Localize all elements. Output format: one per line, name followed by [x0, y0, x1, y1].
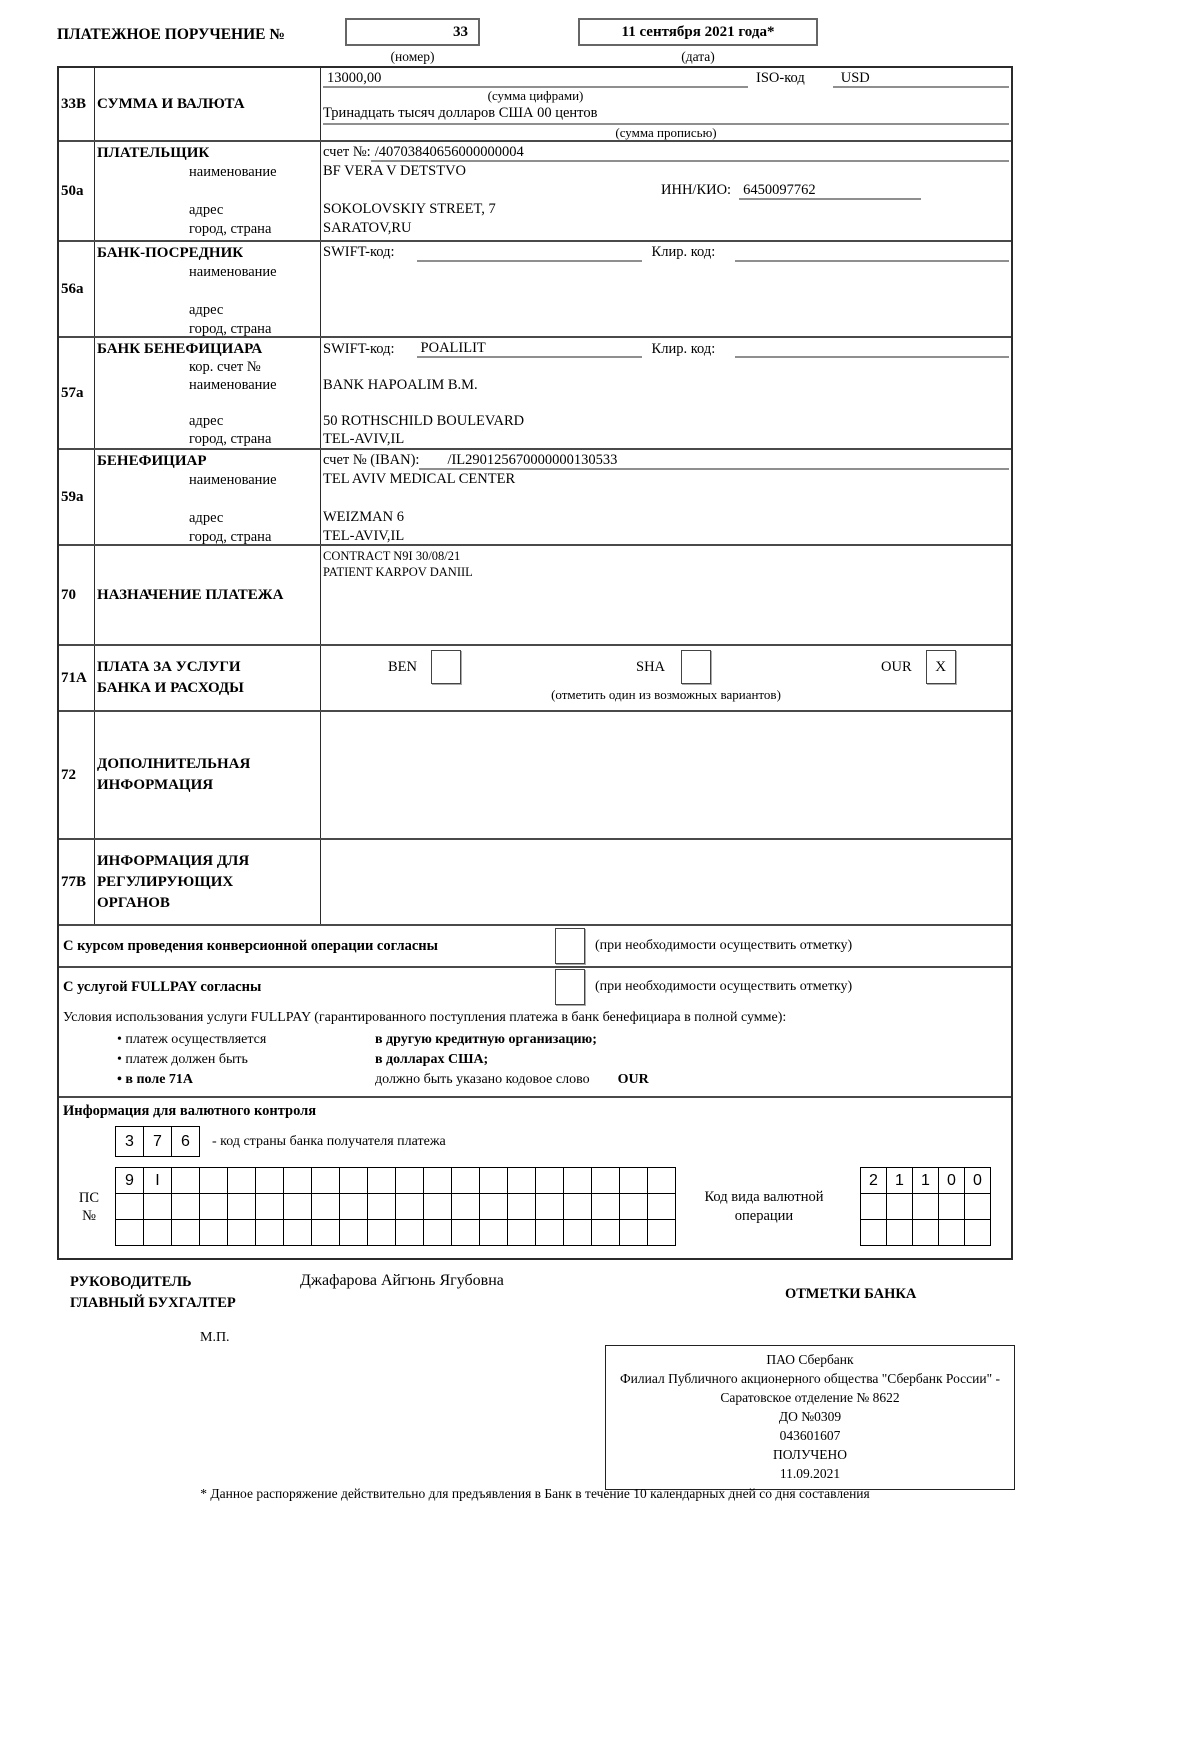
charges-content [321, 646, 1011, 710]
beneficiary-address: WEIZMAN 6 [323, 509, 404, 525]
charges-title-line-1: ПЛАТА ЗА УСЛУГИ [97, 659, 241, 675]
ps-grid-cell[interactable] [312, 1168, 340, 1194]
ps-grid-cell[interactable] [536, 1168, 564, 1194]
iban-label: счет № (IBAN): [323, 452, 420, 468]
amount-digits: 13000,00 [327, 70, 382, 86]
option-sha-checkbox[interactable] [681, 650, 711, 684]
operation-kind-cell[interactable] [939, 1220, 965, 1246]
intermediary-swift [417, 244, 421, 260]
ps-grid-cell[interactable] [480, 1220, 508, 1246]
amount-title: СУММА И ВАЛЮТА [97, 95, 245, 112]
bullet-3-right: должно быть указано кодовое слово [375, 1072, 590, 1087]
ps-grid-cell[interactable] [480, 1194, 508, 1220]
order-date-box[interactable] [578, 18, 818, 46]
field-code-71a: 71A [59, 646, 95, 710]
conversion-note: (при необходимости осуществить отметку) [595, 938, 853, 953]
fullpay-bullet-3 [63, 1070, 1011, 1090]
swift-label: SWIFT-код: [323, 244, 395, 260]
ps-grid-cell[interactable] [424, 1194, 452, 1220]
ps-grid-cell[interactable] [592, 1194, 620, 1220]
regulatory-title-line-3: ОРГАНОВ [97, 894, 170, 911]
ps-grid-cell[interactable] [144, 1220, 172, 1246]
label-corr-account: кор. счет № [189, 359, 261, 375]
regulatory-label-cell [95, 840, 321, 924]
ps-grid-cell[interactable] [312, 1194, 340, 1220]
fullpay-label: С услугой FULLPAY согласны [63, 978, 262, 995]
stamp-bic: 043601607 [779, 1428, 841, 1443]
ps-grid-cell[interactable] [648, 1168, 676, 1194]
swift-label: SWIFT-код: [323, 341, 395, 357]
option-ben-checkbox[interactable] [431, 650, 461, 684]
payer-inn-field[interactable] [739, 181, 921, 200]
signature-titles [70, 1272, 236, 1314]
ps-grid-cell[interactable] [284, 1220, 312, 1246]
signature-title-accountant: ГЛАВНЫЙ БУХГАЛТЕР [70, 1295, 236, 1311]
row-additional-info [59, 712, 1011, 840]
iso-code-label: ISO-код [756, 70, 805, 86]
operation-kind-cell[interactable] [861, 1220, 887, 1246]
footer-note: * Данное распоряжение действительно для предъявления в Банк в течение 10 календарных дней со дня составления [200, 1486, 870, 1501]
signature-title-director: РУКОВОДИТЕЛЬ [70, 1274, 192, 1290]
country-code-grid [115, 1126, 200, 1157]
additional-title-line-2: ИНФОРМАЦИЯ [97, 777, 214, 793]
payer-label-cell [95, 142, 321, 240]
spacer [97, 182, 320, 201]
beneficiary-bank-swift-line [323, 339, 1009, 358]
payer-inn-label: ИНН/КИО: [661, 182, 732, 198]
field-code-57a: 57a [59, 338, 95, 448]
spacer [323, 489, 1009, 508]
row-purpose [59, 546, 1011, 646]
number-caption: (номер) [390, 49, 435, 64]
field-code-50a: 50a [59, 142, 95, 240]
ps-grid-cell[interactable] [200, 1168, 228, 1194]
intermediary-label-cell [95, 242, 321, 336]
signatory-name: Джафарова Айгюнь Ягубовна [300, 1272, 504, 1289]
fullpay-conditions-title: Условия использования услуги FULLPAY (гарантированного поступления платежа в банк бенефициара в полной сумме): [63, 1010, 787, 1025]
fullpay-agreement-row [63, 968, 1011, 1006]
country-code-caption: - код страны банка получателя платежа [212, 1133, 446, 1149]
ps-grid-cell[interactable] [620, 1168, 648, 1194]
operation-kind-cell[interactable]: 2 [861, 1168, 887, 1194]
beneficiary-bank-address: 50 ROTHSCHILD BOULEVARD [323, 413, 525, 429]
charges-caption: (отметить один из возможных вариантов) [551, 687, 781, 702]
row-payer [59, 142, 1011, 242]
ps-grid-cell[interactable] [592, 1168, 620, 1194]
ps-grid-cell[interactable] [368, 1194, 396, 1220]
order-number: 33 [453, 23, 468, 40]
bullet-3-code-word: OUR [617, 1072, 649, 1087]
ps-grid-cell[interactable] [256, 1194, 284, 1220]
spacer [323, 394, 1009, 412]
payer-city: SARATOV,RU [323, 220, 412, 236]
ps-grid-cell[interactable] [508, 1168, 536, 1194]
date-caption: (дата) [681, 49, 715, 64]
purpose-label-cell [95, 546, 321, 644]
country-code-cell[interactable]: 3 [116, 1127, 144, 1157]
bank-marks-title: ОТМЕТКИ БАНКА [785, 1286, 917, 1302]
stamp-date: 11.09.2021 [779, 1466, 841, 1481]
label-name: наименование [189, 472, 277, 488]
ps-grid-cell[interactable] [284, 1194, 312, 1220]
spacer [97, 490, 320, 509]
row-amount [59, 68, 1011, 142]
ps-grid-cell[interactable] [508, 1220, 536, 1246]
field-code-70: 70 [59, 546, 95, 644]
additional-title-line-1: ДОПОЛНИТЕЛЬНАЯ [97, 756, 251, 772]
operation-kind-label-line-2: операции [734, 1207, 794, 1224]
purpose-title: НАЗНАЧЕНИЕ ПЛАТЕЖА [97, 586, 284, 603]
amount-content [321, 68, 1011, 140]
ps-grid-cell[interactable] [228, 1194, 256, 1220]
ps-grid-cell[interactable] [228, 1168, 256, 1194]
label-address: адрес [189, 510, 224, 526]
ps-grid-cell[interactable] [564, 1220, 592, 1246]
ps-grid-cell[interactable] [564, 1194, 592, 1220]
operation-kind-label-line-1: Код вида валютной [704, 1188, 824, 1205]
ps-grid-cell[interactable]: 9 [116, 1168, 144, 1194]
stamp-bank-name: ПАО Сбербанк [766, 1352, 854, 1367]
beneficiary-bank-city: TEL-AVIV,IL [323, 431, 405, 447]
amount-words: Тринадцать тысяч долларов США 00 центов [323, 104, 1009, 125]
ps-number-row [63, 1167, 1011, 1246]
ps-grid-cell[interactable] [200, 1194, 228, 1220]
ps-grid-cell[interactable] [396, 1168, 424, 1194]
payment-order-form [57, 66, 1013, 1260]
spacer [97, 282, 320, 301]
payer-inn-line [323, 181, 1009, 200]
row-intermediary-bank [59, 242, 1011, 338]
purpose-line-2: PATIENT KARPOV DANIIL [323, 565, 473, 579]
fullpay-bullet-2 [63, 1050, 1011, 1070]
form-title: ПЛАТЕЖНОЕ ПОРУЧЕНИЕ № [57, 26, 285, 43]
beneficiary-bank-swift-field[interactable] [417, 339, 642, 358]
ps-grid-cell[interactable] [396, 1194, 424, 1220]
operation-kind-label [678, 1188, 850, 1226]
ps-number-label [63, 1189, 115, 1225]
ps-label-line-2: № [82, 1207, 96, 1224]
regulatory-title-line-2: РЕГУЛИРУЮЩИХ [97, 873, 234, 890]
operation-kind-cell[interactable]: 0 [965, 1168, 991, 1194]
clear-code-label: Клир. код: [651, 341, 716, 357]
option-our-label: OUR [881, 658, 912, 675]
field-code-56a: 56a [59, 242, 95, 336]
beneficiary-iban-line [323, 451, 1009, 470]
operation-kind-cell[interactable] [913, 1220, 939, 1246]
label-city: город, страна [189, 431, 272, 447]
payer-address: SOKOLOVSKIY STREET, 7 [323, 201, 496, 217]
stamp-branch: Филиал Публичного акционерного общества "Сбербанк России" - Саратовское отделение № 8622 [620, 1371, 1000, 1405]
seal-placeholder: М.П. [200, 1330, 230, 1345]
ps-grid-cell[interactable] [480, 1168, 508, 1194]
option-ben-label: BEN [388, 658, 417, 675]
intermediary-title: БАНК-ПОСРЕДНИК [97, 245, 244, 261]
spacer [97, 394, 320, 412]
ps-number-grid [115, 1167, 676, 1246]
beneficiary-content [321, 450, 1011, 544]
intermediary-content [321, 242, 1011, 336]
ps-grid-cell[interactable] [200, 1220, 228, 1246]
payer-content [321, 142, 1011, 240]
ps-grid-cell[interactable] [172, 1168, 200, 1194]
ps-grid-cell[interactable] [452, 1220, 480, 1246]
beneficiary-name: TEL AVIV MEDICAL CENTER [323, 471, 516, 487]
label-address: адрес [189, 202, 224, 218]
ps-grid-cell[interactable] [116, 1194, 144, 1220]
payer-account-label: счет №: [323, 144, 371, 160]
beneficiary-title: БЕНЕФИЦИАР [97, 453, 207, 469]
ps-grid-cell[interactable] [172, 1194, 200, 1220]
ps-grid-cell[interactable] [536, 1194, 564, 1220]
amount-line [323, 69, 1009, 88]
ps-grid-cell[interactable] [256, 1168, 284, 1194]
order-date: 11 сентября 2021 года* [621, 23, 775, 40]
ps-grid-cell[interactable] [508, 1194, 536, 1220]
ps-grid-cell[interactable] [648, 1194, 676, 1220]
ps-grid-cell[interactable]: I [144, 1168, 172, 1194]
label-name: наименование [189, 377, 277, 393]
operation-kind-cell[interactable]: 1 [913, 1168, 939, 1194]
fullpay-checkbox[interactable] [555, 969, 585, 1005]
label-address: адрес [189, 302, 224, 318]
iso-code-value: USD [840, 70, 870, 86]
ps-grid-cell[interactable] [312, 1220, 340, 1246]
beneficiary-iban-field[interactable] [419, 451, 1009, 470]
label-name: наименование [189, 164, 277, 180]
beneficiary-label-cell [95, 450, 321, 544]
intermediary-swift-field[interactable] [417, 243, 642, 262]
amount-digits-field[interactable] [323, 69, 748, 88]
country-code-cell[interactable]: 7 [144, 1127, 172, 1157]
option-sha-label: SHA [636, 658, 666, 675]
payer-title: ПЛАТЕЛЬЩИК [97, 145, 210, 161]
label-city: город, страна [189, 321, 272, 337]
beneficiary-bank-content [321, 338, 1011, 448]
spacer [323, 358, 1009, 376]
intermediary-swift-line [323, 243, 1009, 262]
intermediary-clear-field[interactable] [735, 243, 1009, 262]
amount-label-cell [95, 68, 321, 140]
stamp-office: ДО №0309 [778, 1409, 842, 1424]
charges-options [323, 647, 1009, 687]
operation-kind-cell[interactable]: 0 [939, 1168, 965, 1194]
ps-grid-cell[interactable] [620, 1194, 648, 1220]
option-our-checkbox[interactable] [926, 650, 956, 684]
field-code-59a: 59a [59, 450, 95, 544]
ps-grid-cell[interactable] [228, 1220, 256, 1246]
charges-label-cell [95, 646, 321, 710]
ps-grid-cell[interactable] [340, 1168, 368, 1194]
amount-digits-caption: (сумма цифрами) [487, 88, 584, 103]
row-regulatory-info [59, 840, 1011, 926]
ps-grid-cell[interactable] [284, 1168, 312, 1194]
payer-account-line [323, 143, 1009, 162]
label-city: город, страна [189, 221, 272, 237]
ps-grid-cell[interactable] [368, 1220, 396, 1246]
ps-grid-cell[interactable] [536, 1220, 564, 1246]
additional-label-cell [95, 712, 321, 838]
beneficiary-city: TEL-AVIV,IL [323, 528, 405, 544]
ps-grid-cell[interactable] [620, 1220, 648, 1246]
operation-kind-cell[interactable] [939, 1194, 965, 1220]
ps-grid-cell[interactable] [396, 1220, 424, 1246]
field-code-77b: 77В [59, 840, 95, 924]
purpose-line-1: CONTRACT N9I 30/08/21 [323, 549, 461, 563]
ps-grid-cell[interactable] [592, 1220, 620, 1246]
ps-grid-cell[interactable] [256, 1220, 284, 1246]
iso-code-field[interactable] [833, 69, 1009, 88]
amount-words-caption: (сумма прописью) [615, 125, 717, 140]
ps-grid-cell[interactable] [116, 1220, 144, 1246]
beneficiary-bank-title: БАНК БЕНЕФИЦИАРА [97, 341, 263, 357]
order-number-box[interactable] [345, 18, 480, 46]
stamp-received: ПОЛУЧЕНО [772, 1447, 848, 1462]
operation-kind-grid [860, 1167, 991, 1246]
conversion-label: С курсом проведения конверсионной операции согласны [63, 937, 438, 954]
fullpay-note: (при необходимости осуществить отметку) [595, 979, 853, 994]
ps-grid-cell[interactable] [452, 1194, 480, 1220]
regulatory-title-line-1: ИНФОРМАЦИЯ ДЛЯ [97, 852, 250, 869]
operation-kind-cell[interactable] [887, 1194, 913, 1220]
bullet-3-left: • в поле 71А [117, 1072, 194, 1087]
payer-account-field[interactable] [371, 143, 1009, 162]
conversion-checkbox[interactable] [555, 928, 585, 964]
bullet-1-left: • платеж осуществляется [117, 1032, 267, 1047]
operation-kind-cell[interactable] [861, 1194, 887, 1220]
payer-inn: 6450097762 [743, 182, 816, 198]
beneficiary-bank-label-cell [95, 338, 321, 448]
charges-title-line-2: БАНКА И РАСХОДЫ [97, 680, 244, 696]
ps-grid-cell[interactable] [424, 1220, 452, 1246]
label-name: наименование [189, 264, 277, 280]
operation-kind-cell[interactable] [887, 1220, 913, 1246]
operation-kind-cell[interactable] [965, 1194, 991, 1220]
currency-control-title: Информация для валютного контроля [63, 1103, 317, 1119]
ps-grid-cell[interactable] [424, 1168, 452, 1194]
purpose-content [321, 546, 1011, 644]
additional-content [321, 712, 1011, 838]
ps-grid-cell[interactable] [564, 1168, 592, 1194]
beneficiary-bank-name: BANK HAPOALIM B.M. [323, 377, 478, 393]
beneficiary-bank-swift: POALILIT [420, 340, 486, 356]
ps-grid-cell[interactable] [648, 1220, 676, 1246]
operation-kind-cell[interactable] [913, 1194, 939, 1220]
field-code-72: 72 [59, 712, 95, 838]
payer-account: /40703840656000000004 [374, 144, 524, 160]
beneficiary-bank-clear [735, 340, 739, 356]
row-charges [59, 646, 1011, 712]
ps-label-line-1: ПС [78, 1189, 100, 1206]
bullet-2-left: • платеж должен быть [117, 1052, 248, 1067]
bank-stamp-box [605, 1345, 1015, 1490]
beneficiary-iban: /IL290125670000000130533 [447, 452, 618, 468]
ps-grid-cell[interactable] [452, 1168, 480, 1194]
ps-grid-cell[interactable] [172, 1220, 200, 1246]
fullpay-section [59, 968, 1011, 1098]
payer-name: BF VERA V DETSTVO [323, 163, 467, 179]
bullet-2-right: в долларах США; [375, 1052, 489, 1067]
country-code-cell[interactable]: 6 [172, 1127, 200, 1157]
ps-grid-cell[interactable] [144, 1194, 172, 1220]
label-city: город, страна [189, 529, 272, 545]
operation-kind-cell[interactable]: 1 [887, 1168, 913, 1194]
field-code-33b: 33В [59, 68, 95, 140]
bullet-1-right: в другую кредитную организацию; [375, 1032, 597, 1047]
ps-grid-cell[interactable] [340, 1194, 368, 1220]
regulatory-content [321, 840, 1011, 924]
intermediary-clear [735, 244, 739, 260]
fullpay-bullet-1 [63, 1030, 1011, 1050]
ps-grid-cell[interactable] [340, 1220, 368, 1246]
beneficiary-bank-clear-field[interactable] [735, 339, 1009, 358]
conversion-agreement-row [59, 926, 1011, 968]
our-mark: X [935, 658, 947, 675]
row-beneficiary-bank [59, 338, 1011, 450]
clear-code-label: Клир. код: [651, 244, 716, 260]
ps-grid-cell[interactable] [368, 1168, 396, 1194]
operation-kind-cell[interactable] [965, 1220, 991, 1246]
row-beneficiary [59, 450, 1011, 546]
currency-control-section [59, 1098, 1011, 1246]
country-code-row [115, 1126, 1011, 1157]
label-address: адрес [189, 413, 224, 429]
